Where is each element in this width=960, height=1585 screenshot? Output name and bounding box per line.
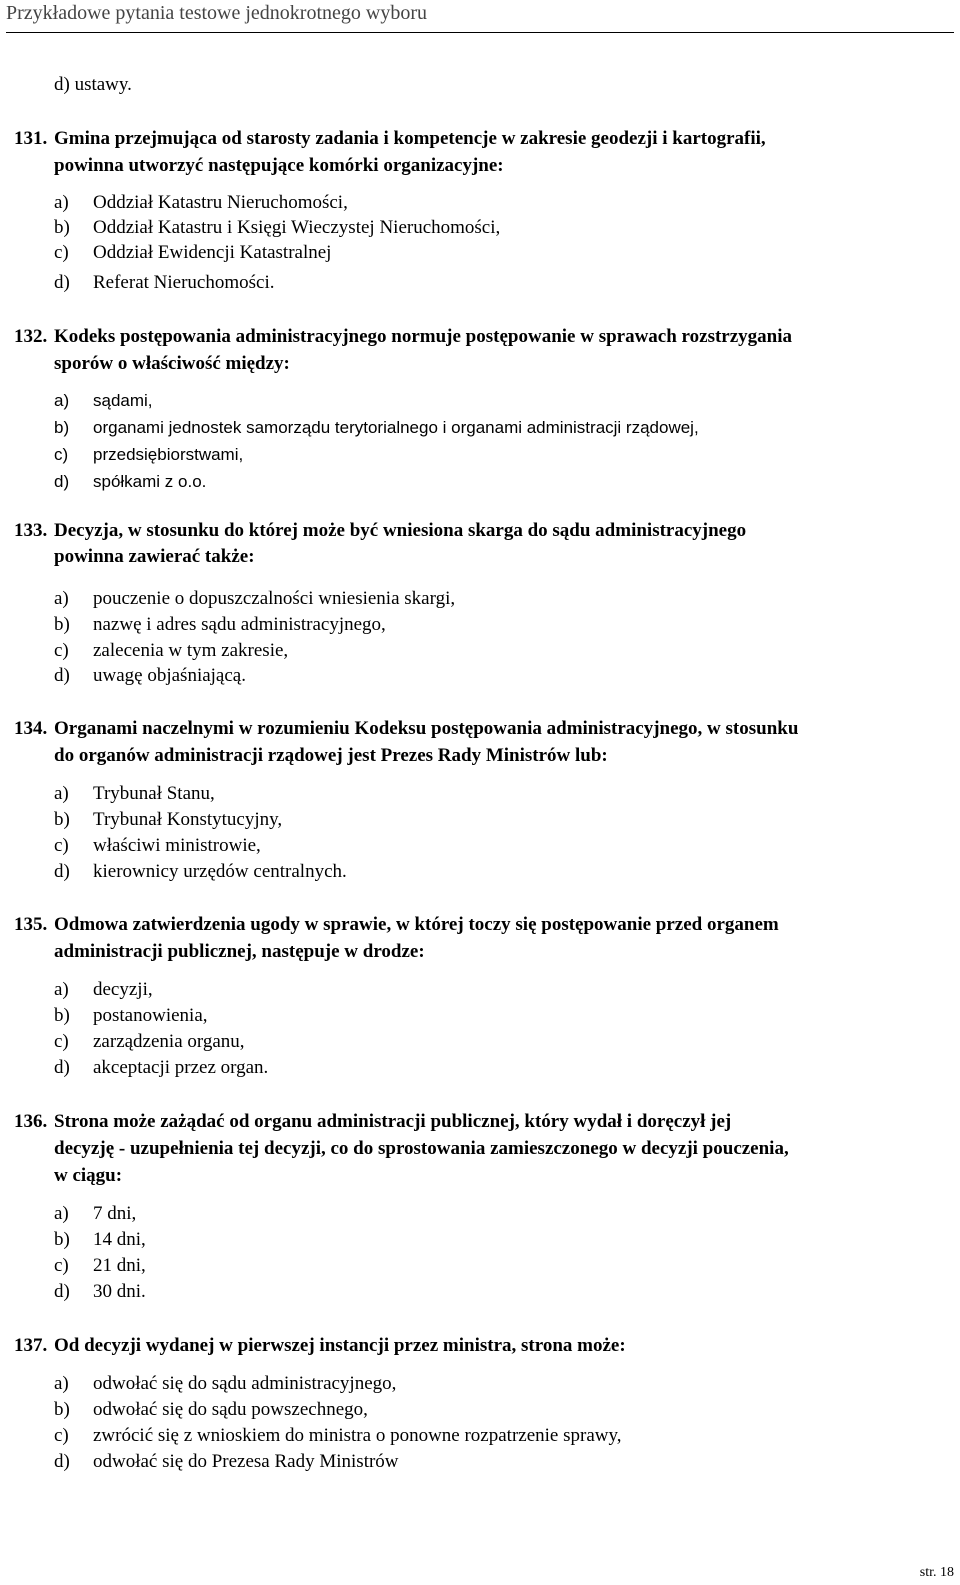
question-text-line: Od decyzji wydanej w pierwszej instancji przez ministra, strona może: xyxy=(54,1335,626,1356)
answer-option-a xyxy=(54,390,153,412)
answer-text: przedsiębiorstwami, xyxy=(93,445,244,464)
answer-option-c xyxy=(54,1425,622,1447)
answer-label: b) xyxy=(54,217,70,238)
answer-label: a) xyxy=(54,1203,69,1224)
question-text-line: Organami naczelnymi w rozumieniu Kodeksu postępowania administracyjnego, w stosunku xyxy=(54,718,799,739)
answer-text: 21 dni, xyxy=(93,1255,146,1276)
answer-label: c) xyxy=(54,1255,69,1276)
answer-text: Oddział Katastru i Księgi Wieczystej Nieruchomości, xyxy=(93,217,501,238)
answer-option-c xyxy=(54,1255,146,1277)
answer-label: d) xyxy=(54,1281,70,1302)
question-text-line: w ciągu: xyxy=(54,1165,123,1186)
answer-option-c xyxy=(54,1031,245,1053)
question-number: 131. xyxy=(14,128,48,149)
question-text-line: do organów administracji rządowej jest Prezes Rady Ministrów lub: xyxy=(54,745,608,766)
answer-option-d xyxy=(54,861,347,883)
answer-label: d) xyxy=(54,1057,70,1078)
question-text-line: powinna utworzyć następujące komórki organizacyjne: xyxy=(54,155,504,176)
answer-text: zwrócić się z wnioskiem do ministra o ponowne rozpatrzenie sprawy, xyxy=(93,1425,622,1446)
answer-label: a) xyxy=(54,1373,69,1394)
question-number: 134. xyxy=(14,718,48,739)
answer-option-b xyxy=(54,1005,208,1027)
answer-label: c) xyxy=(54,242,69,263)
question-number: 136. xyxy=(14,1111,48,1132)
answer-text: 7 dni, xyxy=(93,1203,137,1224)
answer-text: uwagę objaśniającą. xyxy=(93,665,246,686)
answer-option-a xyxy=(54,588,455,610)
answer-text: sądami, xyxy=(93,391,153,410)
previous-answer-tail: d) ustawy. xyxy=(54,74,132,95)
answer-text: 14 dni, xyxy=(93,1229,146,1250)
page-number: str. 18 xyxy=(919,1565,954,1580)
question-text-line: Decyzja, w stosunku do której może być wniesiona skarga do sądu administracyjnego xyxy=(54,520,747,541)
answer-label: c) xyxy=(54,1425,69,1446)
answer-label: b) xyxy=(54,809,70,830)
answer-label: d) xyxy=(54,472,70,491)
answer-label: b) xyxy=(54,1005,70,1026)
answer-option-a xyxy=(54,783,215,805)
answer-option-d xyxy=(54,1057,268,1079)
answer-text: Referat Nieruchomości. xyxy=(93,272,275,293)
answer-text: postanowienia, xyxy=(93,1005,208,1026)
answer-label: a) xyxy=(54,391,70,410)
answer-label: d) xyxy=(54,272,70,293)
answer-text: zarządzenia organu, xyxy=(93,1031,245,1052)
answer-text: zalecenia w tym zakresie, xyxy=(93,640,289,661)
question-text-line: Kodeks postępowania administracyjnego normuje postępowanie w sprawach rozstrzygania xyxy=(54,326,793,347)
answer-text: odwołać się do sądu administracyjnego, xyxy=(93,1373,397,1394)
question-text-line: administracji publicznej, następuje w drodze: xyxy=(54,941,425,962)
answer-option-b xyxy=(54,1399,368,1421)
answer-label: a) xyxy=(54,783,69,804)
answer-option-b xyxy=(54,217,500,239)
answer-text: właściwi ministrowie, xyxy=(93,835,261,856)
answer-option-d xyxy=(54,1451,399,1473)
answer-label: c) xyxy=(54,1031,69,1052)
answer-option-b xyxy=(54,614,386,636)
answer-option-b xyxy=(54,809,282,831)
answer-option-c xyxy=(54,835,261,857)
answer-text: kierownicy urzędów centralnych. xyxy=(93,861,347,882)
answer-label: c) xyxy=(54,640,69,661)
answer-text: Oddział Katastru Nieruchomości, xyxy=(93,192,348,213)
answer-option-a xyxy=(54,1373,396,1395)
answer-option-d xyxy=(54,665,246,687)
answer-text: decyzji, xyxy=(93,979,153,1000)
answer-text: akceptacji przez organ. xyxy=(93,1057,269,1078)
answer-text: Oddział Ewidencji Katastralnej xyxy=(93,242,332,263)
answer-label: d) xyxy=(54,665,70,686)
answer-label: d) xyxy=(54,861,70,882)
answer-option-d xyxy=(54,272,274,294)
answer-text: nazwę i adres sądu administracyjnego, xyxy=(93,614,386,635)
answer-option-a xyxy=(54,1203,136,1225)
answer-text: 30 dni. xyxy=(93,1281,146,1302)
answer-label: b) xyxy=(54,614,70,635)
question-text-line: Odmowa zatwierdzenia ugody w sprawie, w której toczy się postępowanie przed organem xyxy=(54,914,779,935)
answer-label: a) xyxy=(54,192,69,213)
answer-option-c xyxy=(54,640,288,662)
answer-text: pouczenie o dopuszczalności wniesienia skargi, xyxy=(93,588,456,609)
answer-label: c) xyxy=(54,445,69,464)
answer-option-a xyxy=(54,979,153,1001)
answer-text: Trybunał Konstytucyjny, xyxy=(93,809,283,830)
question-text-line: sporów o właściwość między: xyxy=(54,353,290,374)
answer-option-a xyxy=(54,192,348,214)
answer-option-d xyxy=(54,1281,146,1303)
answer-text: Trybunał Stanu, xyxy=(93,783,215,804)
question-number: 135. xyxy=(14,914,48,935)
page-header-title: Przykładowe pytania testowe jednokrotnego wyboru xyxy=(6,2,428,24)
question-text-line: decyzję - uzupełnienia tej decyzji, co do sprostowania zamieszczonego w decyzji pouczenia, xyxy=(54,1138,789,1159)
header-divider xyxy=(6,32,954,33)
answer-text: organami jednostek samorządu terytorialnego i organami administracji rządowej, xyxy=(93,418,699,437)
answer-label: a) xyxy=(54,588,69,609)
answer-label: b) xyxy=(54,1399,70,1420)
question-text-line: powinna zawierać także: xyxy=(54,546,255,567)
question-number: 132. xyxy=(14,326,48,347)
answer-text: odwołać się do Prezesa Rady Ministrów xyxy=(93,1451,399,1472)
question-text-line: Gmina przejmująca od starosty zadania i kompetencje w zakresie geodezji i kartografii, xyxy=(54,128,766,149)
question-number: 137. xyxy=(14,1335,48,1356)
answer-label: d) xyxy=(54,1451,70,1472)
answer-option-b xyxy=(54,417,699,439)
question-text-line: Strona może zażądać od organu administracji publicznej, który wydał i doręczył jej xyxy=(54,1111,732,1132)
answer-label: a) xyxy=(54,979,69,1000)
answer-option-c xyxy=(54,444,243,466)
answer-option-c xyxy=(54,242,331,264)
answer-label: c) xyxy=(54,835,69,856)
question-number: 133. xyxy=(14,520,48,541)
answer-label: b) xyxy=(54,1229,70,1250)
answer-text: odwołać się do sądu powszechnego, xyxy=(93,1399,368,1420)
answer-text: spółkami z o.o. xyxy=(93,472,207,491)
answer-label: b) xyxy=(54,418,70,437)
answer-option-d xyxy=(54,471,206,493)
answer-option-b xyxy=(54,1229,146,1251)
